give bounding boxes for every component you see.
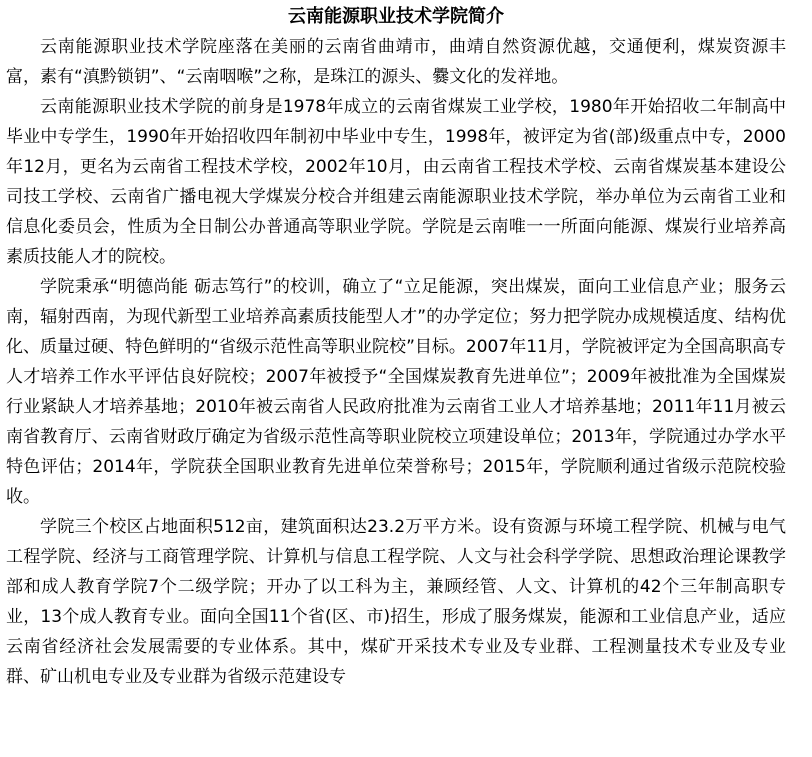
paragraph-campus-programs: 学院三个校区占地面积512亩，建筑面积达23.2万平方米。设有资源与环境工程学院、机械与电气工程学院、经济与工商管理学院、计算机与信息工程学院、人文与社会科学学院、思想政治理论课教学部和成人教育学院7个二级学院；开办了以工科为主，兼顾经管、人文、计算机的42个三年制高职专业，13个成人教育专业。面向全国11个省(区、市)招生，形成了服务煤炭，能源和工业信息产业，适应云南省经济社会发展需要的专业体系。其中，煤矿开采技术专业及专业群、工程测量技术专业及专业群、矿山机电专业及专业群为省级示范建设专 xyxy=(6,517,786,687)
document-title: 云南能源职业技术学院简介 xyxy=(288,6,504,27)
paragraph-mission-honors: 学院秉承“明德尚能 砺志笃行”的校训，确立了“立足能源，突出煤炭，面向工业信息产业；服务云南，辐射西南，为现代新型工业培养高素质技能型人才”的办学定位；努力把学院办成规模适度、结构优化、质量过硬、特色鲜明的“省级示范性高等职业院校”目标。2007年11月，学院被评定为全国高职高专人才培养工作水平评估良好院校；2007年被授予“全国煤炭教育先进单位”；2009年被批准为全国煤炭行业紧缺人才培养基地；2010年被云南省人民政府批准为云南省工业人才培养基地；2011年11月被云南省教育厅、云南省财政厅确定为省级示范性高等职业院校立项建设单位；2013年，学院通过办学水平特色评估；2014年，学院获全国职业教育先进单位荣誉称号；2015年，学院顺利通过省级示范院校验收。 xyxy=(6,277,786,507)
paragraph-history: 云南能源职业技术学院的前身是1978年成立的云南省煤炭工业学校，1980年开始招收二年制高中毕业中专学生，1990年开始招收四年制初中毕业中专生，1998年，被评定为省(部)级重点中专，2000年12月，更名为云南省工程技术学校，2002年10月，由云南省工程技术学校、云南省煤炭基本建设公司技工学校、云南省广播电视大学煤炭分校合并组建云南能源职业技术学院，举办单位为云南省工业和信息化委员会，性质为全日制公办普通高等职业学院。学院是云南唯一一所面向能源、煤炭行业培养高素质技能人才的院校。 xyxy=(6,97,786,267)
paragraph-location: 云南能源职业技术学院座落在美丽的云南省曲靖市，曲靖自然资源优越，交通便利，煤炭资源丰富，素有“滇黔锁钥”、“云南咽喉”之称，是珠江的源头、爨文化的发祥地。 xyxy=(6,37,786,87)
